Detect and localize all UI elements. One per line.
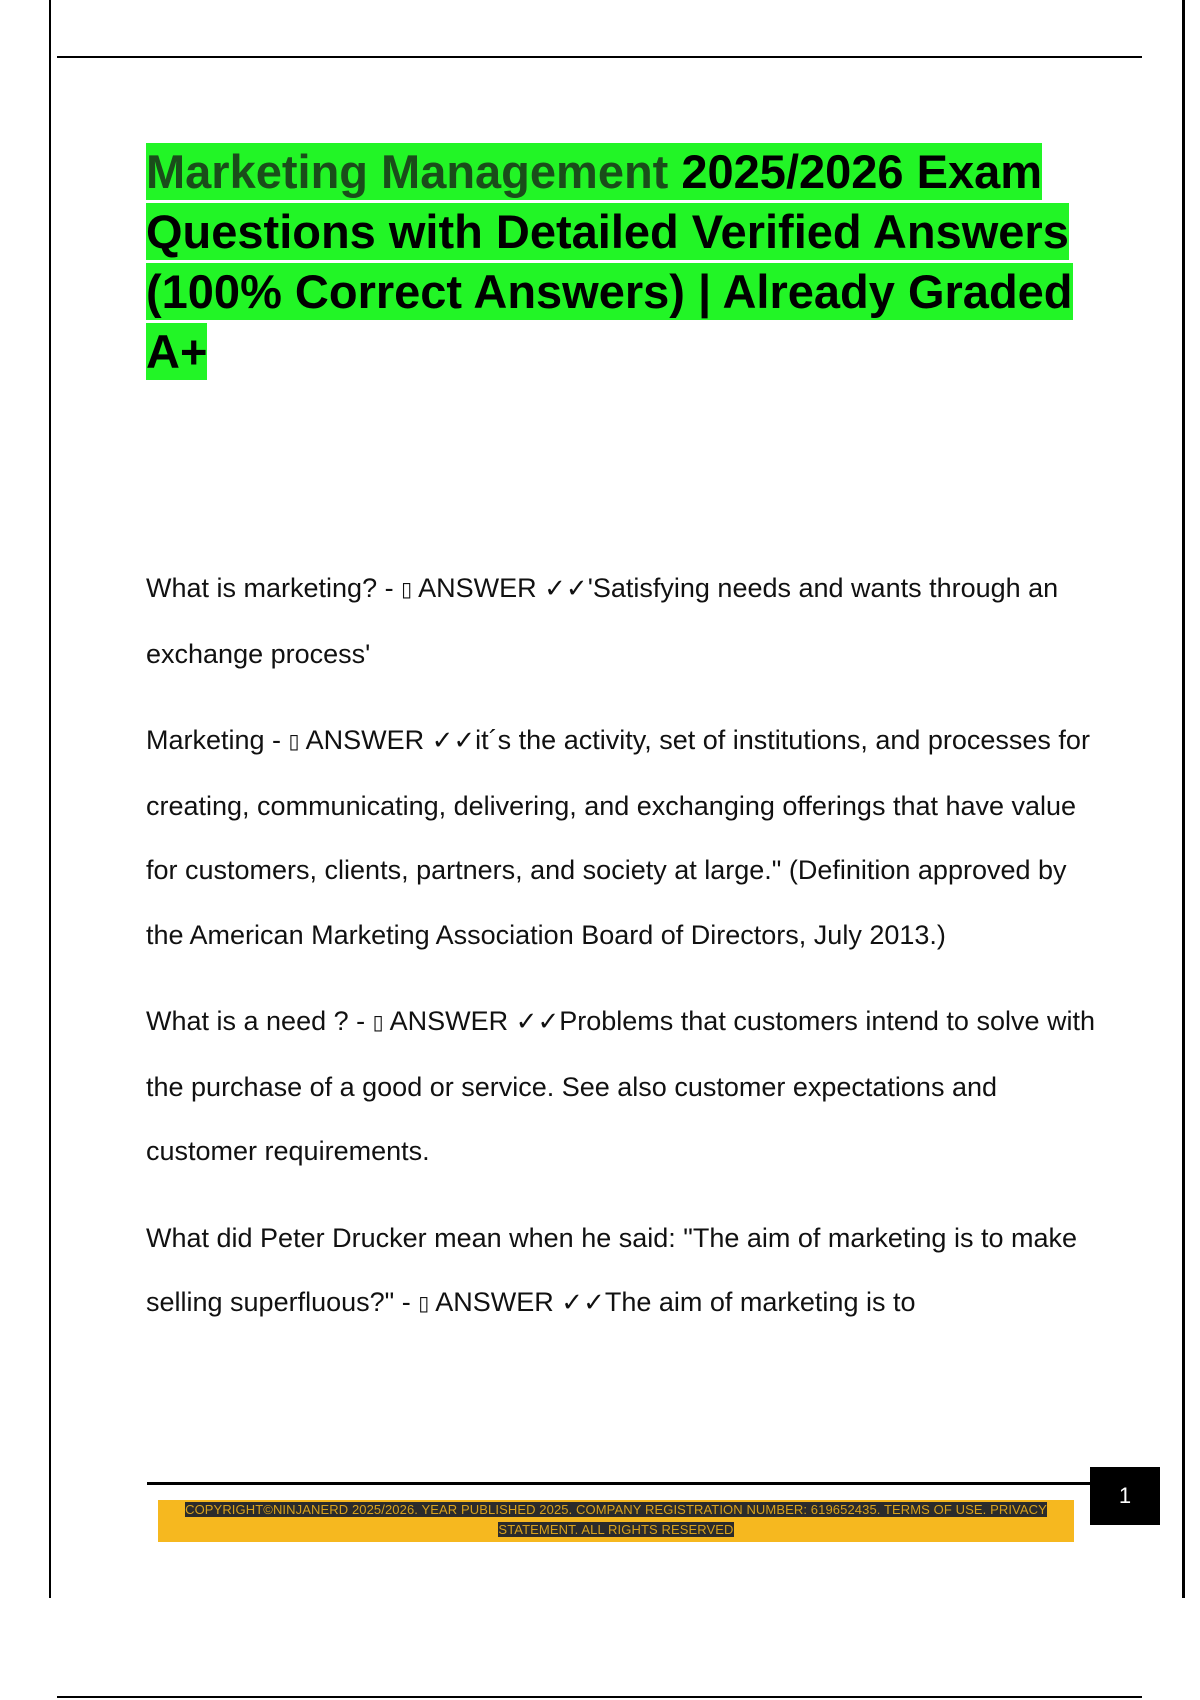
check-marks-icon: ✓✓ — [515, 1007, 560, 1037]
qa-list — [146, 556, 1096, 1336]
qa-item — [146, 708, 1096, 967]
answer-label: ANSWER — [412, 573, 545, 603]
answer-separator: - — [348, 1006, 373, 1036]
answer-label: ANSWER — [383, 1006, 516, 1036]
question-text: What is a need ? — [146, 1006, 349, 1036]
title-highlight — [146, 143, 1073, 380]
top-rule — [57, 56, 1142, 58]
box-glyph-icon: ▯ — [418, 1291, 430, 1315]
answer-separator: - — [377, 573, 402, 603]
left-border-line — [49, 0, 51, 1598]
right-border-line — [1182, 0, 1185, 1598]
answer-text: it´s the activity, set of institutions, and processes for creating, communicating, delivering, and exchanging offerings that have value for customers, clients, partners, and society at large." (Definition approved by the American Marketing Association Board of Directors, July 2013.) — [146, 725, 1090, 950]
answer-label: ANSWER — [429, 1287, 562, 1317]
qa-item — [146, 989, 1096, 1184]
question-text: Marketing — [146, 725, 265, 755]
page-number-box — [1090, 1467, 1160, 1525]
box-glyph-icon: ▯ — [288, 729, 300, 753]
qa-item — [146, 556, 1096, 686]
bottom-rule — [57, 1696, 1142, 1698]
answer-text: 'Satisfying needs and wants through an exchange process' — [146, 573, 1059, 669]
box-glyph-icon: ▯ — [372, 1010, 384, 1034]
answer-separator: - — [394, 1287, 419, 1317]
answer-label: ANSWER — [299, 725, 432, 755]
answer-text: The aim of marketing is to — [604, 1287, 916, 1317]
answer-text: Problems that customers intend to solve with the purchase of a good or service. See also customer expectations and customer requirements. — [146, 1006, 1095, 1166]
check-marks-icon: ✓✓ — [431, 726, 476, 756]
page-number: 1 — [1118, 1483, 1132, 1508]
box-glyph-icon: ▯ — [401, 577, 413, 601]
check-marks-icon: ✓✓ — [561, 1288, 605, 1318]
footer-copyright-text: COPYRIGHT©NINJANERD 2025/2026. YEAR PUBLISHED 2025. COMPANY REGISTRATION NUMBER: 619652435. TERMS OF USE. PRIVACY STATEMENT. ALL RIGHTS RESERVED — [185, 1502, 1047, 1537]
qa-item — [146, 1206, 1096, 1336]
check-marks-icon: ✓✓ — [544, 574, 588, 604]
document-title — [146, 142, 1086, 382]
footer-rule — [147, 1482, 1090, 1485]
question-text: What is marketing? — [146, 573, 378, 603]
question-text: What did Peter Drucker mean when he said: "The aim of marketing is to make selling superfluous?" — [146, 1222, 1077, 1317]
title-dark-part: Marketing Management — [146, 145, 669, 198]
title-rest: 2025/2026 Exam Questions with Detailed Verified Answers (100% Correct Answers) | Already Graded A+ — [146, 145, 1073, 378]
answer-separator: - — [264, 725, 289, 755]
footer-copyright-band — [158, 1500, 1074, 1542]
